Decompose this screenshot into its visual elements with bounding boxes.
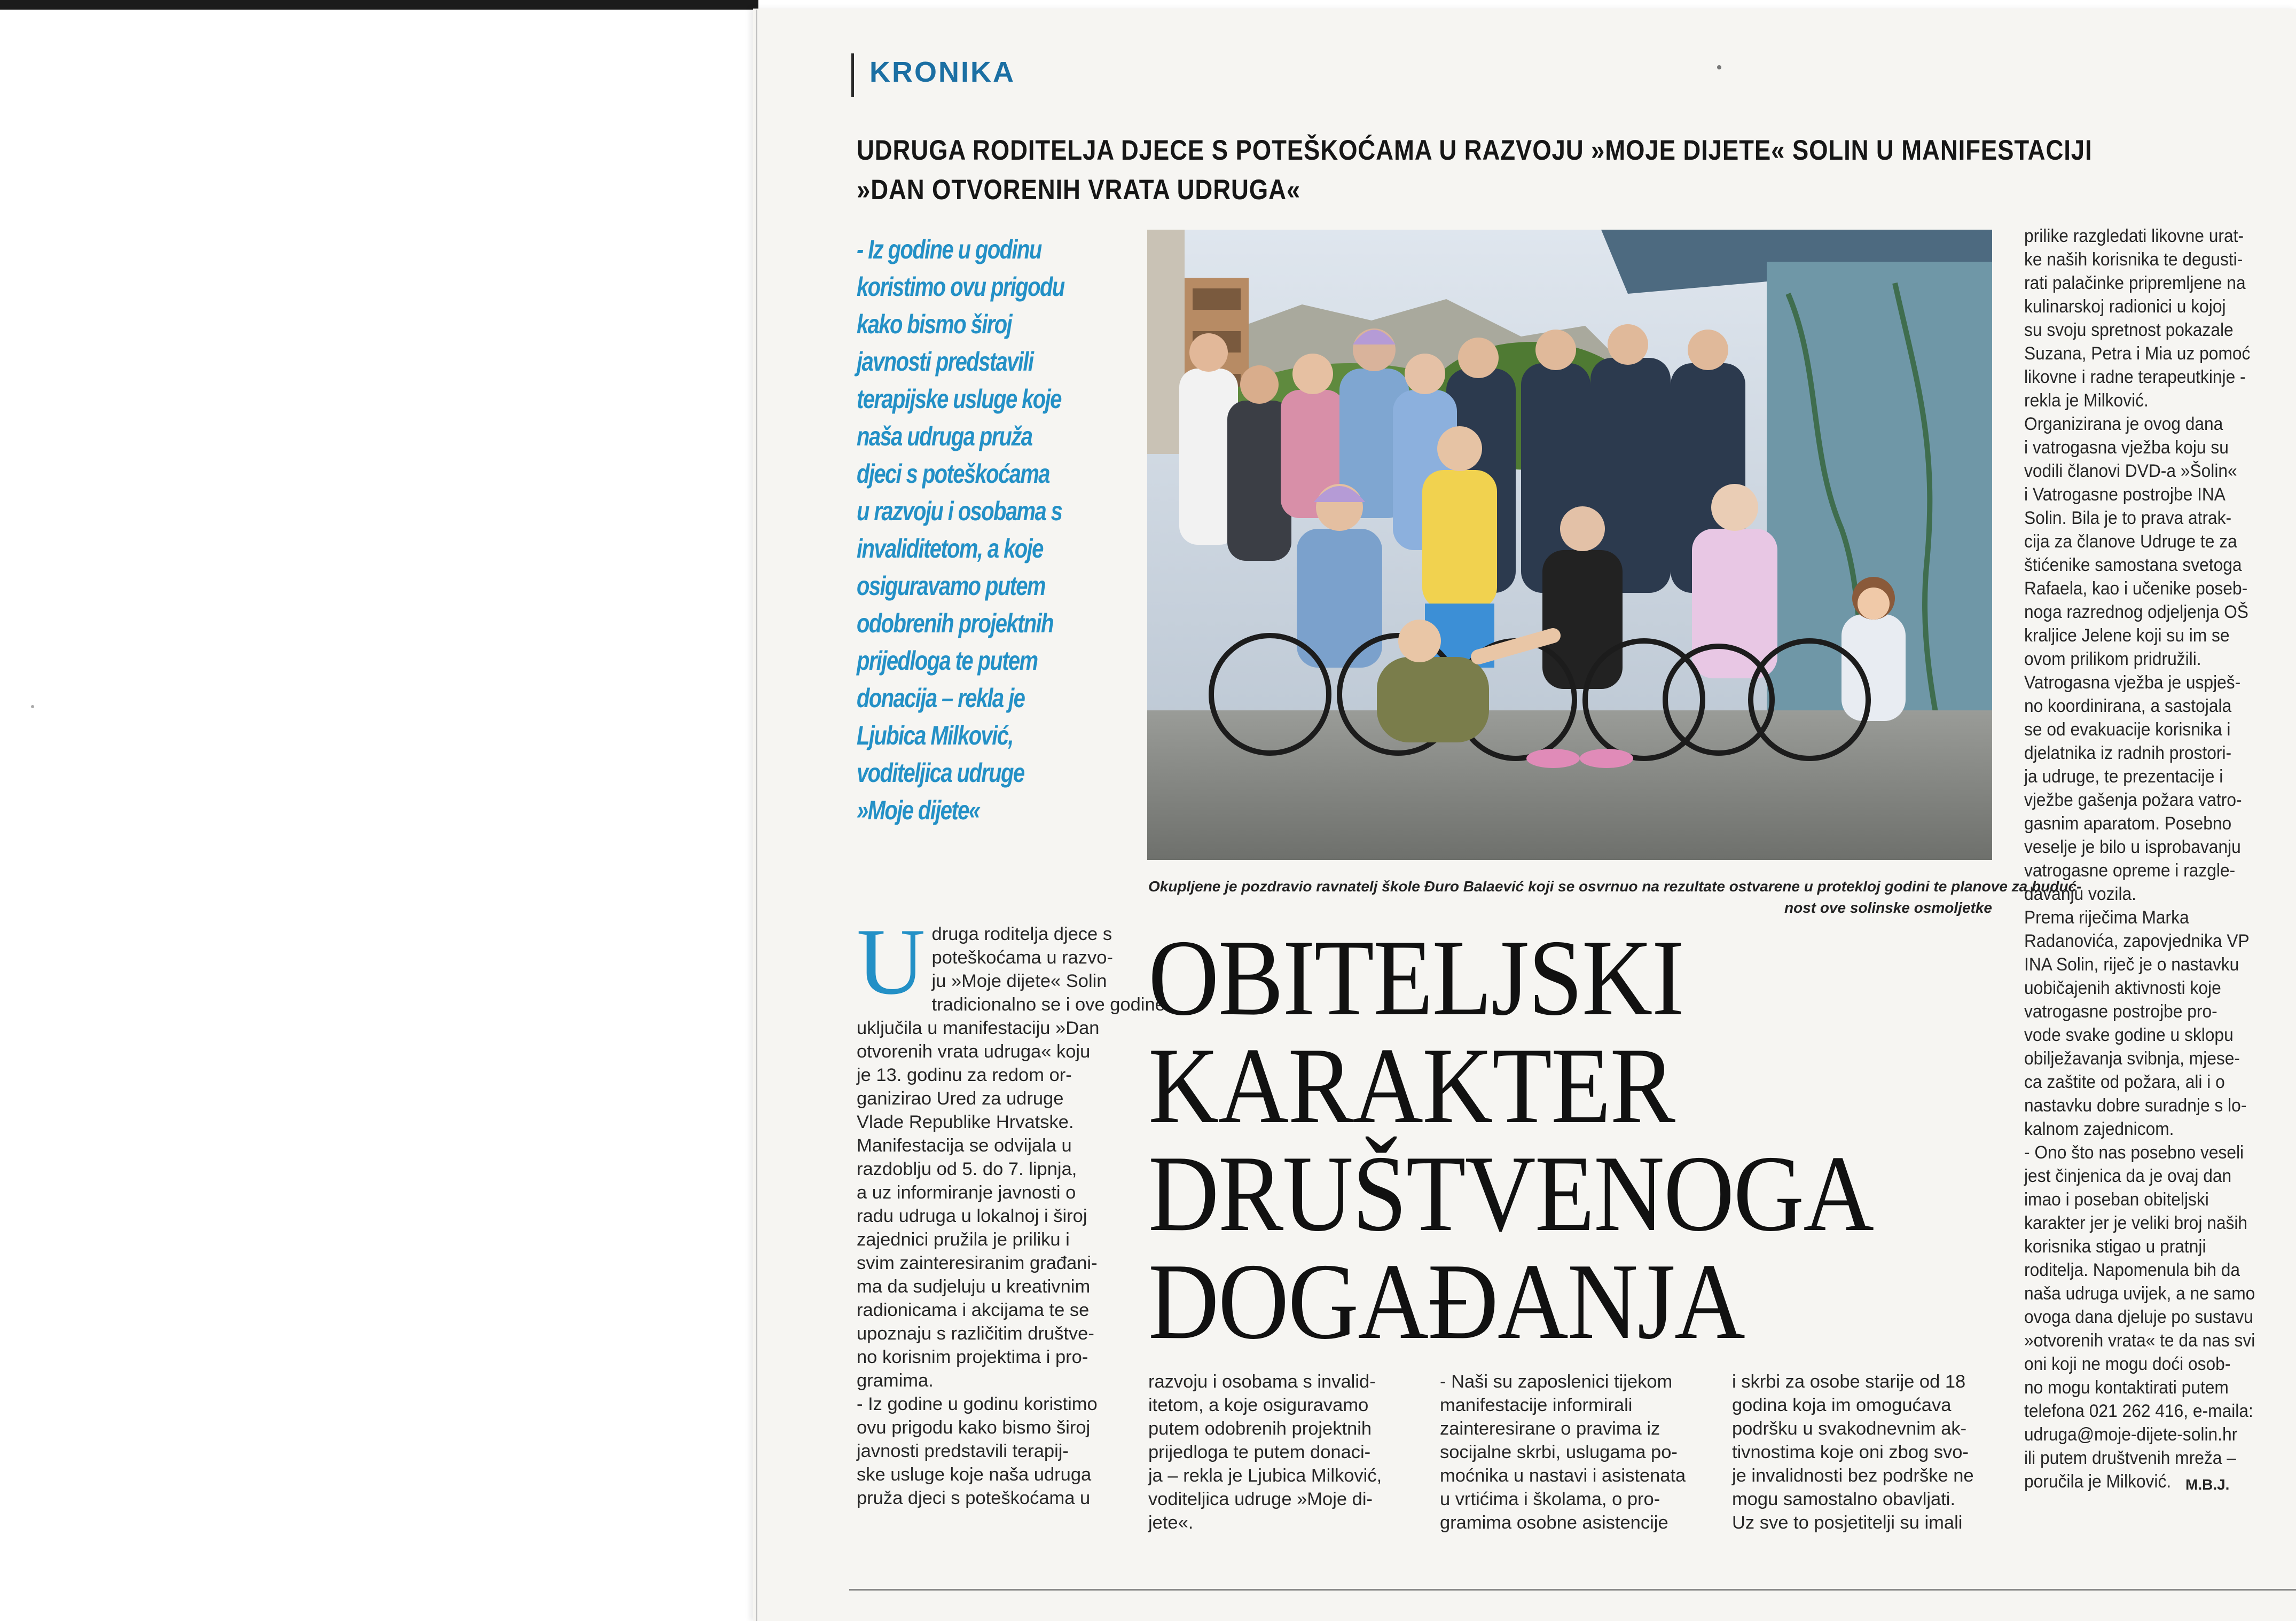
text-line: poteškoćama u razvo- xyxy=(931,947,1113,968)
text-line: Radanovića, zapovjednika VP xyxy=(2024,931,2250,951)
text-line: putem odobrenih projektnih xyxy=(1148,1419,1372,1439)
text-line: ganizirao Ured za udruge xyxy=(857,1089,1064,1109)
text-line: djeci s poteškoćama xyxy=(857,459,1049,489)
text-line: naša udruga uvijek, a ne samo xyxy=(2024,1283,2255,1304)
text-line: ju »Moje dijete« Solin xyxy=(931,971,1107,991)
text-line: imao i poseban obiteljski xyxy=(2024,1189,2209,1210)
author-signature: M.B.J. xyxy=(2185,1476,2230,1493)
headline-line: KARAKTER xyxy=(1148,1025,1675,1146)
text-line: Solin. Bila je to prava atrak- xyxy=(2024,508,2232,528)
text-line: Suzana, Petra i Mia uz pomoć xyxy=(2024,343,2251,364)
text-line: ma da sudjeluju u kreativnim xyxy=(857,1277,1091,1297)
text-line: zajednici pružila je priliku i xyxy=(857,1230,1070,1250)
text-line: otvorenih vrata udruga« koju xyxy=(857,1041,1091,1062)
text-line: i vatrogasna vježba koju su xyxy=(2024,437,2229,458)
text-line: INA Solin, riječ je o nastavku xyxy=(2024,954,2239,975)
text-line: ili putem društvenih mreža – xyxy=(2024,1448,2236,1468)
text-line: jest činjenica da je ovaj dan xyxy=(2024,1166,2232,1186)
text-line: rati palačinke pripremljene na xyxy=(2024,273,2246,293)
text-line: ovom prilikom pridružili. xyxy=(2024,649,2201,669)
drop-cap: U xyxy=(857,909,926,1014)
caption-line: Okupljene je pozdravio ravnatelj škole Đuro Balaević koji se osvrnuo na rezultate ostvarene u proteklој godini te planove za buduć- xyxy=(1148,878,2082,895)
text-line: ovoga dana djeluje po sustavu xyxy=(2024,1307,2253,1327)
text-line: je invalidnosti bez podrške ne xyxy=(1732,1466,1974,1486)
scan-edge xyxy=(0,0,758,10)
text-line: voditeljica udruge xyxy=(857,758,1024,788)
text-line: Organizirana je ovog dana xyxy=(2024,414,2223,434)
text-line: kraljice Jelene koji su im se xyxy=(2024,625,2230,646)
text-line: roditelja. Napomenula bih da xyxy=(2024,1260,2240,1280)
text-line: no mogu kontaktirati putem xyxy=(2024,1377,2229,1398)
text-line: u vrtićima i školama, o pro- xyxy=(1440,1489,1660,1509)
text-line: druga roditelja djece s xyxy=(931,924,1112,944)
text-line: Ljubica Milković, xyxy=(857,721,1013,750)
text-line: tradicionalno se i ove godine xyxy=(931,994,1165,1015)
text-line: moćnika u nastavi i asistenata xyxy=(1440,1466,1686,1486)
text-line: terapijske usluge koje xyxy=(857,384,1061,414)
page-edge xyxy=(756,10,757,1621)
text-line: Rafaela, kao i učenike poseb- xyxy=(2024,578,2248,599)
text-line: - Iz godine u godinu koristimo xyxy=(857,1394,1098,1414)
text-line: ske usluge koje naša udruga xyxy=(857,1465,1092,1485)
group-photo-image xyxy=(1147,230,1992,860)
text-line: upoznaju s različitim društve- xyxy=(857,1324,1094,1344)
kicker-line: UDRUGA RODITELJA DJECE S POTEŠKOĆAMA U RAZVOJU »MOJE DIJETE« SOLIN U MANIFESTACIJI xyxy=(857,135,2093,166)
bottom-rule xyxy=(849,1589,2296,1591)
text-line: likovne i radne terapeutkinje - xyxy=(2024,367,2246,387)
text-line: kako bismo široj xyxy=(857,309,1012,339)
text-line: Vatrogasna vježba je uspješ- xyxy=(2024,672,2241,693)
text-line: uključila u manifestaciju »Dan xyxy=(857,1018,1100,1038)
text-line: djelatnika iz radnih prostori- xyxy=(2024,743,2232,763)
text-line: invaliditetom, a koje xyxy=(857,534,1043,563)
text-line: prijedloga te putem xyxy=(857,646,1038,676)
text-line: ja udruge, te prezentacije i xyxy=(2024,766,2223,787)
text-line: - Naši su zaposlenici tijekom xyxy=(1440,1372,1673,1392)
pull-quote xyxy=(857,231,1156,829)
text-line: radu udruga u lokalnoj i široj xyxy=(857,1206,1087,1226)
scan-speck xyxy=(31,705,34,708)
section-label: KRONIKA xyxy=(869,56,1015,88)
text-line: kulinarskoj radionici u kojoj xyxy=(2024,296,2226,317)
body-column-bottom-2 xyxy=(1440,1370,1718,1534)
text-line: jete«. xyxy=(1148,1513,1194,1533)
text-line: vatrogasne opreme i razgle- xyxy=(2024,860,2236,881)
text-line: godina koja im omogućava xyxy=(1732,1395,1952,1415)
text-line: javnosti predstavili terapij- xyxy=(857,1441,1069,1461)
headline-line: DRUŠTVENOGA xyxy=(1148,1133,1874,1254)
text-line: su svoju spretnost pokazale xyxy=(2024,320,2234,340)
scan-speck xyxy=(1717,65,1721,69)
text-line: karakter jer je veliki broj naših xyxy=(2024,1213,2248,1233)
text-line: prilike razgledati likovne urat- xyxy=(2024,226,2244,246)
group-photo xyxy=(1147,230,1992,860)
text-line: manifestacije informirali xyxy=(1440,1395,1633,1415)
text-line: tivnostima koje oni zbog svo- xyxy=(1732,1442,1969,1462)
text-line: vježbe gašenja požara vatro- xyxy=(2024,790,2242,810)
main-headline xyxy=(1148,918,1992,1362)
caption-line: nost ove solinske osmoljetke xyxy=(1784,899,1992,916)
text-line: a uz informiranje javnosti o xyxy=(857,1183,1076,1203)
text-line: zainteresirane o pravima iz xyxy=(1440,1419,1660,1439)
text-line: socijalne skrbi, uslugama po- xyxy=(1440,1442,1678,1462)
text-line: uobičajenih aktivnosti koje xyxy=(2024,978,2221,998)
text-line: Vlade Republike Hrvatske. xyxy=(857,1112,1074,1132)
text-line: Uz sve to posjetitelji su imali xyxy=(1732,1513,1963,1533)
text-line: podršku u svakodnevnim ak- xyxy=(1732,1419,1967,1439)
text-line: je 13. godinu za redom or- xyxy=(857,1065,1072,1085)
section-rule xyxy=(851,53,854,97)
text-line: obilježavanja svibnja, mjese- xyxy=(2024,1048,2240,1069)
text-line: cija za članove Udruge te za xyxy=(2024,531,2237,552)
text-line: »otvorenih vrata« te da nas svi xyxy=(2024,1330,2255,1351)
text-line: - Ono što nas posebno veseli xyxy=(2024,1142,2244,1163)
text-line: ja – rekla je Ljubica Milković, xyxy=(1148,1466,1382,1486)
body-column-bottom-1 xyxy=(1148,1370,1426,1534)
text-line: ke naših korisnika te degusti- xyxy=(2024,249,2243,270)
text-line: prijedloga te putem donaci- xyxy=(1148,1442,1371,1462)
text-line: korisnika stigao u pratnji xyxy=(2024,1236,2206,1257)
text-line: telefona 021 262 416, e-maila: xyxy=(2024,1401,2253,1421)
text-line: Manifestacija se odvijala u xyxy=(857,1136,1072,1156)
kicker-line: »DAN OTVORENIH VRATA UDRUGA« xyxy=(857,174,1301,206)
text-line: koristimo ovu prigodu xyxy=(857,272,1064,302)
text-line: razvoju i osobama s invalid- xyxy=(1148,1372,1376,1392)
text-line: gasnim aparatom. Posebno xyxy=(2024,813,2232,834)
text-line: naša udruga pruža xyxy=(857,421,1032,451)
text-line: poručila je Milković. xyxy=(2024,1471,2172,1492)
text-line: pruža djeci s poteškoćama u xyxy=(857,1488,1091,1508)
kicker-headline xyxy=(857,131,2093,210)
text-line: gramima osobne asistencije xyxy=(1440,1513,1668,1533)
text-line: donacija – rekla je xyxy=(857,683,1025,713)
text-line: se od evakuacije korisnika i xyxy=(2024,719,2231,740)
text-line: no korisnim projektima i pro- xyxy=(857,1347,1088,1367)
headline-line: DOGAĐANJA xyxy=(1148,1241,1744,1362)
text-line: radionicama i akcijama te se xyxy=(857,1300,1090,1320)
text-line: kalnom zajednicom. xyxy=(2024,1119,2174,1139)
text-line: gramima. xyxy=(857,1371,934,1391)
text-line: štićenike samostana svetoga xyxy=(2024,555,2242,575)
text-line: nastavku dobre suradnje s lo- xyxy=(2024,1095,2247,1116)
text-line: noga razrednog odjeljenja OŠ xyxy=(2024,602,2248,622)
text-line: javnosti predstavili xyxy=(857,347,1033,377)
text-line: davanju vozila. xyxy=(2024,884,2136,904)
text-line: ca zaštite od požara, ali i o xyxy=(2024,1072,2225,1092)
text-line: vodili članovi DVD-a »Šolin« xyxy=(2024,461,2237,481)
text-line: - Iz godine u godinu xyxy=(857,234,1041,264)
text-line: udruga@moje-dijete-solin.hr xyxy=(2024,1424,2238,1445)
text-line: rekla je Milković. xyxy=(2024,390,2149,411)
text-line: no koordinirana, a sastojala xyxy=(2024,696,2232,716)
headline-line: OBITELJSKI xyxy=(1148,918,1683,1038)
body-column-right xyxy=(2024,224,2296,1493)
text-line: Prema riječima Marka xyxy=(2024,907,2189,928)
text-line: vatrogasne postrojbe pro- xyxy=(2024,1001,2217,1022)
text-line: mogu samostalno obavljati. xyxy=(1732,1489,1956,1509)
text-line: razdoblju od 5. do 7. lipnja, xyxy=(857,1159,1077,1179)
text-line: osiguravamo putem xyxy=(857,571,1045,601)
text-line: voditeljica udruge »Moje di- xyxy=(1148,1489,1373,1509)
text-line: svim zainteresiranim građani- xyxy=(857,1253,1098,1273)
text-line: oni koji ne mogu doći osob- xyxy=(2024,1354,2231,1374)
text-line: vode svake godine u sklopu xyxy=(2024,1025,2234,1045)
text-line: i skrbi za osobe starije od 18 xyxy=(1732,1372,1966,1392)
text-line: itetom, a koje osiguravamo xyxy=(1148,1395,1369,1415)
text-line: i Vatrogasne postrojbe INA xyxy=(2024,484,2226,505)
text-line: odobrenih projektnih xyxy=(857,608,1053,638)
body-column-left xyxy=(857,909,1165,1510)
text-line: u razvoju i osobama s xyxy=(857,496,1062,526)
text-line: ovu prigodu kako bismo široj xyxy=(857,1418,1091,1438)
body-column-bottom-3 xyxy=(1732,1370,2010,1534)
text-line: »Moje dijete« xyxy=(857,795,980,825)
text-line: veselje je bilo u isprobavanju xyxy=(2024,837,2241,857)
